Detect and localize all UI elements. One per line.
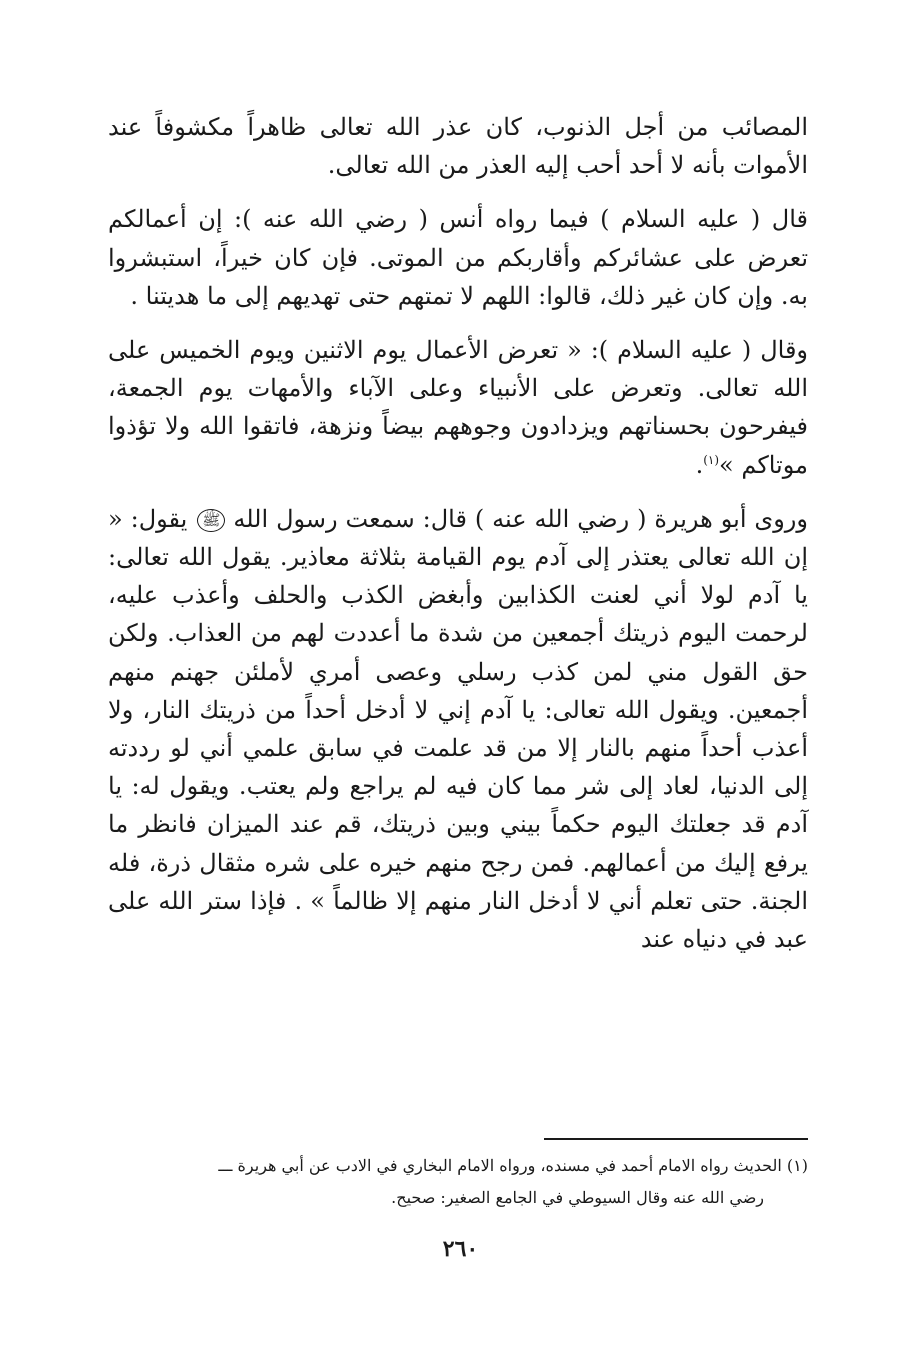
paragraph-3-end: . xyxy=(695,450,704,479)
page-number: ٢٦٠ xyxy=(442,1236,479,1262)
footnote-line-1: (١) الحديث رواه الامام أحمد في مسنده، ورواه الامام البخاري في الادب عن أبي هريرة ـــ xyxy=(218,1156,808,1175)
paragraph-3-text: وقال ( عليه السلام ): « تعرض الأعمال يوم الاثنين ويوم الخميس على الله تعالى. وتعرض على الأنبياء وعلى الآباء والأمهات يوم الجمعة، فيفرحون بحسناتهم ويزدادون وجوههم بيضاً ونزهة، فاتقوا الله ولا تؤذوا موتاكم » xyxy=(108,336,808,479)
sallallah-icon: ﷺ xyxy=(197,509,225,532)
paragraph-4 xyxy=(108,500,808,958)
paragraph-4-rest: يقول: « إن الله تعالى يعتذر إلى آدم يوم القيامة بثلاثة معاذير. يقول الله تعالى: يا آدم لولا أني لعنت الكذابين وأبغض الكذب والحلف وأعذب عليه، لرحمت اليوم ذريتك أجمعين من شدة ما أعددت لهم من العذاب. ولكن حق القول مني لمن كذب رسلي وعصى أمري لأملئن جهنم منهم أجمعين. ويقول الله تعالى: يا آدم إني لا أدخل أحداً من ذريتك النار، ولا أعذب أحداً منهم بالنار إلا من قد علمت في سابق علمي أني لو رددته إلى الدنيا، لعاد إلى شر مما كان فيه لم يراجع ولم يعتب. ويقول له: يا آدم قد جعلتك اليوم حكماً بيني وبين ذريتك، قم عند الميزان فانظر ما يرفع إليك من أعمالهم. فمن رجح منهم خيره على شره مثقال ذرة، فله الجنة. حتى تعلم أني لا أدخل النار منهم إلا ظالماً » . فإذا ستر الله على عبد في دنياه عند xyxy=(108,504,808,954)
page-body xyxy=(108,108,808,958)
paragraph-1: المصائب من أجل الذنوب، كان عذر الله تعالى ظاهراً مكشوفاً عند الأموات بأنه لا أحد أحب إليه العذر من الله تعالى. xyxy=(108,113,808,180)
footnote-reference: (١) xyxy=(703,452,720,467)
footnote-divider xyxy=(544,1138,808,1140)
paragraph-3 xyxy=(108,331,808,484)
footnote xyxy=(108,1150,808,1214)
paragraph-4-start: وروى أبو هريرة ( رضي الله عنه ) قال: سمعت رسول الله xyxy=(233,504,808,533)
paragraph-2: قال ( عليه السلام ) فيما رواه أنس ( رضي الله عنه ): إن أعمالكم تعرض على عشائركم وأقاربكم من الموتى. فإن كان خيراً، استبشروا به. وإن كان غير ذلك، قالوا: اللهم لا تمتهم حتى تهديهم إلى ما هديتنا . xyxy=(108,205,809,310)
footnote-line-2: رضي الله عنه وقال السيوطي في الجامع الصغير: صحيح. xyxy=(391,1188,764,1207)
